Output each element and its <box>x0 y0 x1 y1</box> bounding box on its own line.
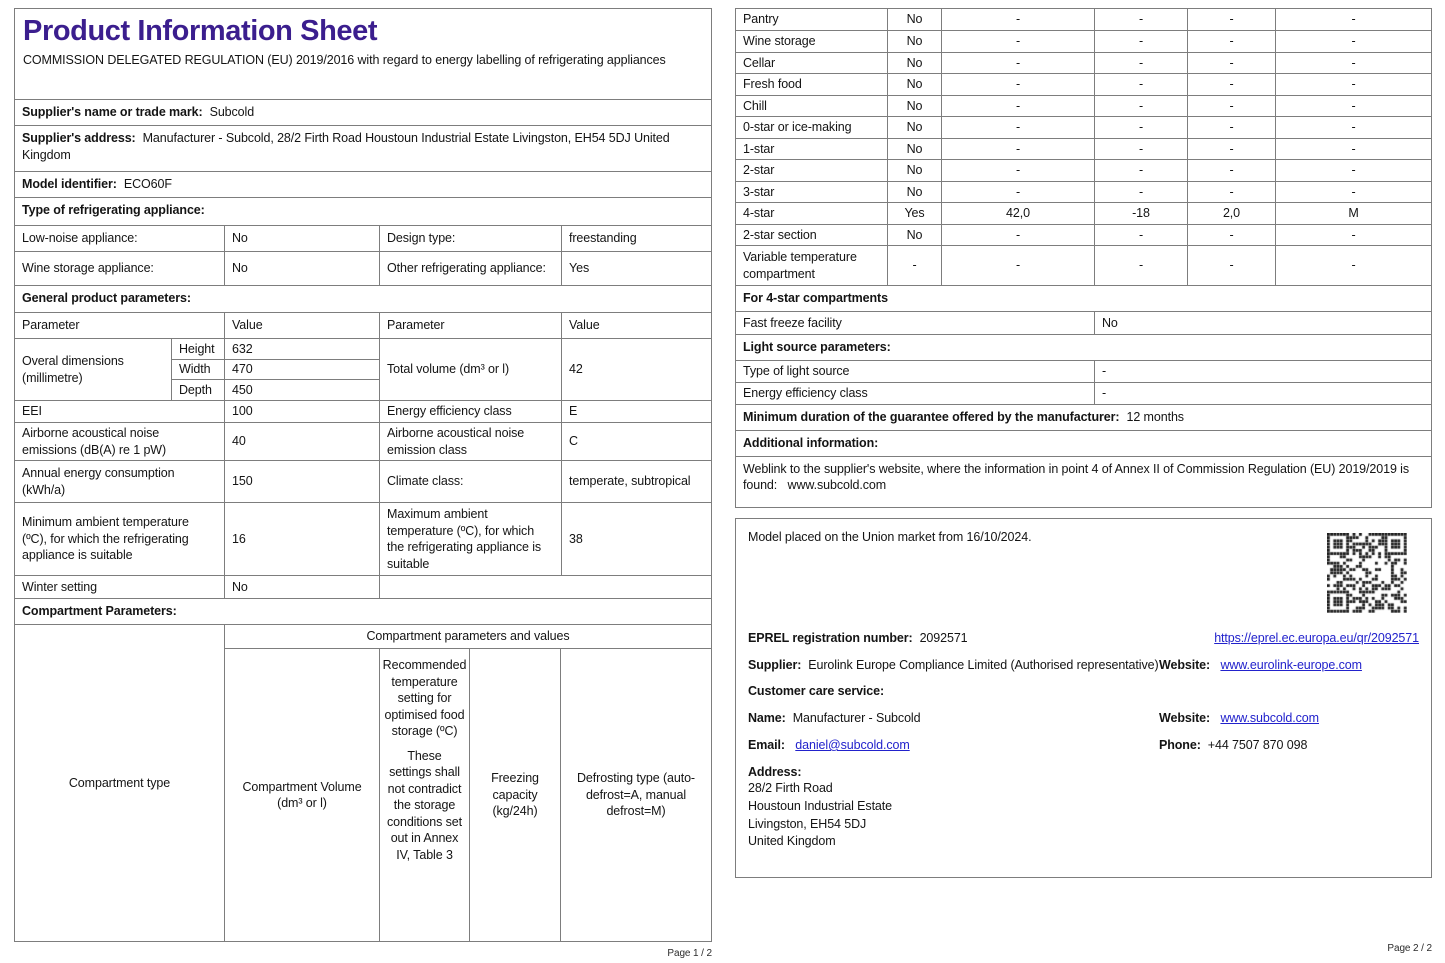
compartment-defrost: - <box>1275 96 1431 117</box>
compartment-section-header <box>15 598 711 624</box>
supplier-address-value: Manufacturer - Subcold, 28/2 Firth Road Houstoun Industrial Estate Livingston, EH54 5DJ United Kingdom <box>22 131 670 162</box>
supplier-name-label: Supplier's name or trade mark: <box>22 105 203 119</box>
fast-freeze-row <box>736 311 1431 334</box>
care-email <box>748 737 1159 754</box>
compartment-volume-header: Compartment Volume (dm³ or l) <box>242 779 362 810</box>
compartment-defrost: - <box>1275 225 1431 246</box>
compartment-present: No <box>887 117 941 138</box>
compartment-temp: - <box>1094 74 1187 95</box>
compartment-present: Yes <box>887 203 941 224</box>
guarantee-row <box>736 404 1431 430</box>
other-appliance-label-text: Other refrigerating appliance: <box>387 261 546 276</box>
compartment-volume: - <box>941 53 1094 74</box>
care-email-label: Email: <box>748 738 785 752</box>
energy-class-value: E <box>561 401 711 422</box>
compartment-row <box>736 95 1431 117</box>
energy-class-label: Energy efficiency class <box>379 401 561 422</box>
compartment-defrost: - <box>1275 182 1431 203</box>
compartment-freezing: - <box>1187 53 1275 74</box>
compartment-header-table <box>15 624 711 941</box>
page2-footer: Page 2 / 2 <box>1387 943 1432 954</box>
care-name-row <box>748 710 1419 727</box>
noise-label: Airborne acoustical noise emissions (dB(A) re 1 pW) <box>22 426 167 457</box>
design-type-value: freestanding <box>561 226 711 251</box>
compartment-defrost: - <box>1275 74 1431 95</box>
light-source-class-row <box>736 382 1431 404</box>
row-dimensions <box>15 338 711 400</box>
param-header-1: Parameter <box>22 318 80 333</box>
row-wine-storage <box>15 251 711 285</box>
supplier-value: Eurolink Europe Compliance Limited (Authorised representative) <box>808 657 1159 672</box>
compartment-volume: - <box>941 182 1094 203</box>
weblink-text: Weblink to the supplier's website, where the information in point 4 of Annex II of Commission Regulation (EU) 2019/2019 is found: <box>743 461 1410 492</box>
light-source-header-label: Light source parameters: <box>743 340 891 354</box>
compartment-name: 4-star <box>743 206 775 220</box>
compartment-freezing: - <box>1187 139 1275 160</box>
light-source-type-row <box>736 360 1431 382</box>
row-low-noise <box>15 225 711 251</box>
compartment-defrost: - <box>1275 246 1431 285</box>
compartment-volume: - <box>941 160 1094 181</box>
weblink-url: www.subcold.com <box>787 478 887 492</box>
compartment-volume: - <box>941 96 1094 117</box>
guarantee-label: Minimum duration of the guarantee offered by the manufacturer: <box>743 410 1120 424</box>
min-ambient-label: Minimum ambient temperature (ºC), for which the refrigerating appliance is suitable <box>22 515 189 563</box>
compartment-volume: - <box>941 246 1094 285</box>
total-volume-label: Total volume (dm³ or l) <box>379 339 561 400</box>
design-type-label: Design type: <box>379 226 561 251</box>
compartment-name: 1-star <box>743 141 775 156</box>
address-line: United Kingdom <box>748 834 836 849</box>
compartment-freezing: - <box>1187 31 1275 52</box>
address-line: Livingston, EH54 5DJ <box>748 816 867 831</box>
page-2-table <box>735 8 1432 508</box>
fast-freeze-value: No <box>1094 312 1431 334</box>
compartment-row <box>736 224 1431 246</box>
page-title: Product Information Sheet <box>23 15 378 47</box>
low-noise-value: No <box>224 226 379 251</box>
compartment-name: 3-star <box>743 184 775 199</box>
dimensions-label: Overal dimensions (millimetre) <box>22 354 124 385</box>
supplier-address-label: Supplier's address: <box>22 131 136 145</box>
supplier-website-label: Website: <box>1159 657 1211 672</box>
compartment-row <box>736 159 1431 181</box>
compartment-present: - <box>887 246 941 285</box>
compartment-defrost: - <box>1275 139 1431 160</box>
compartment-present: No <box>887 53 941 74</box>
compartment-params-area <box>224 625 711 941</box>
compartment-present: No <box>887 74 941 95</box>
supplier-info <box>748 657 1159 674</box>
noise-class-value: C <box>561 423 711 460</box>
compartment-columns <box>225 649 711 941</box>
compartment-name: Wine storage <box>743 34 816 48</box>
address-block <box>748 764 1419 852</box>
care-phone <box>1159 737 1307 754</box>
care-name-label: Name: <box>748 710 786 725</box>
compartment-name: Variable temperature compartment <box>743 250 857 281</box>
compartment-row <box>736 9 1431 30</box>
compartment-row <box>736 181 1431 203</box>
row-ambient-temp <box>15 502 711 575</box>
param-header-2: Parameter <box>379 313 561 338</box>
fast-freeze-label: Fast freeze facility <box>743 315 842 330</box>
four-star-header <box>736 285 1431 311</box>
supplier-address-row <box>15 125 711 171</box>
compartment-temp: - <box>1094 117 1187 138</box>
min-ambient-value: 16 <box>224 503 379 575</box>
model-identifier-value: ECO60F <box>123 177 172 191</box>
compartment-freezing: 2,0 <box>1187 203 1275 224</box>
qr-code <box>1327 533 1407 613</box>
compartment-row <box>736 138 1431 160</box>
dim-width-value: 470 <box>225 359 379 380</box>
freezing-capacity-header: Freezing capacity (kg/24h) <box>469 649 560 941</box>
compartment-volume: - <box>941 31 1094 52</box>
compartment-present: No <box>887 139 941 160</box>
additional-info-header-label: Additional information: <box>743 435 879 450</box>
max-ambient-label: Maximum ambient temperature (ºC), for which the refrigerating appliance is suitable <box>379 503 561 575</box>
compartment-temp: - <box>1094 139 1187 160</box>
winter-setting-empty <box>379 576 711 598</box>
compartment-defrost: - <box>1275 9 1431 30</box>
dim-height-value: 632 <box>232 341 253 356</box>
compartment-temp: - <box>1094 246 1187 285</box>
compartment-name: 0-star or ice-making <box>743 120 852 134</box>
compartment-volume: - <box>941 139 1094 160</box>
compartment-freezing: - <box>1187 9 1275 30</box>
compartment-temp: - <box>1094 96 1187 117</box>
eei-value: 100 <box>224 401 379 422</box>
compartment-present: No <box>887 96 941 117</box>
value-header-1: Value <box>224 313 379 338</box>
care-phone-label: Phone: <box>1159 738 1201 752</box>
total-volume-value: 42 <box>561 339 711 400</box>
general-section-header-label: General product parameters: <box>22 291 191 305</box>
compartment-row <box>736 73 1431 95</box>
compartment-temp: - <box>1094 160 1187 181</box>
compartment-name: Fresh food <box>743 77 802 91</box>
compartment-type-header: Compartment type <box>68 775 171 790</box>
eprel-link[interactable]: https://eprel.ec.europa.eu/qr/2092571 <box>1214 631 1419 645</box>
compartment-volume: - <box>941 9 1094 30</box>
row-eei <box>15 400 711 422</box>
supplier-row <box>748 657 1419 674</box>
energy-consumption-label: Annual energy consumption (kWh/a) <box>22 466 175 497</box>
compartment-defrost: - <box>1275 31 1431 52</box>
dim-depth-label: Depth <box>172 379 224 400</box>
supplier-name-value: Subcold <box>209 105 255 119</box>
page-1 <box>14 8 712 942</box>
light-source-type-value: - <box>1094 361 1431 382</box>
type-section-header-label: Type of refrigerating appliance: <box>22 203 205 217</box>
compartment-defrost: - <box>1275 160 1431 181</box>
other-appliance-label <box>379 252 561 285</box>
regulation-subtitle: COMMISSION DELEGATED REGULATION (EU) 2019/2016 with regard to energy labelling of refrigerating appliances <box>23 53 666 68</box>
compartment-volume: - <box>941 117 1094 138</box>
compartment-temp: -18 <box>1094 203 1187 224</box>
wine-storage-value: No <box>224 252 379 285</box>
compartment-present: No <box>887 182 941 203</box>
weblink-row <box>736 456 1431 507</box>
compartment-defrost: - <box>1275 117 1431 138</box>
guarantee-value: 12 months <box>1126 410 1184 424</box>
care-email-link[interactable]: daniel@subcold.com <box>795 738 910 752</box>
compartment-present: No <box>887 31 941 52</box>
care-phone-value: +44 7507 870 098 <box>1207 738 1308 752</box>
compartment-freezing: - <box>1187 74 1275 95</box>
compartment-present: No <box>887 160 941 181</box>
other-appliance-value: Yes <box>561 252 711 285</box>
general-section-header <box>15 285 711 312</box>
care-website <box>1159 710 1319 727</box>
eprel-value: 2092571 <box>919 631 968 645</box>
wine-storage-label: Wine storage appliance: <box>22 261 154 276</box>
light-source-type-label: Type of light source <box>743 364 850 379</box>
eprel-number <box>748 630 968 647</box>
light-source-class-label: Energy efficiency class <box>743 386 868 401</box>
supplier-label: Supplier: <box>748 657 802 672</box>
noise-value: 40 <box>224 423 379 460</box>
noise-class-label: Airborne acoustical noise emission class <box>379 423 561 460</box>
address-line: Houstoun Industrial Estate <box>748 798 893 813</box>
recommended-temp-header-part2: These settings shall not contradict the storage conditions set out in Annex IV, Table 3 <box>386 748 463 862</box>
eprel-label: EPREL registration number: <box>748 631 913 645</box>
light-source-header <box>736 334 1431 360</box>
eei-label: EEI <box>22 404 42 419</box>
compartment-temp: - <box>1094 9 1187 30</box>
placed-on-market-text: Model placed on the Union market from 16/10/2024. <box>748 530 1032 544</box>
customer-care-header <box>748 683 1419 700</box>
compartment-present: No <box>887 9 941 30</box>
compartment-volume: 42,0 <box>941 203 1094 224</box>
type-section-header <box>15 197 711 225</box>
compartment-defrost: - <box>1275 53 1431 74</box>
winter-setting-label: Winter setting <box>22 579 98 594</box>
compartment-span-header: Compartment parameters and values <box>225 625 711 649</box>
eprel-row <box>748 630 1419 647</box>
param-header-row <box>15 312 711 338</box>
compartment-freezing: - <box>1187 117 1275 138</box>
four-star-header-label: For 4-star compartments <box>743 291 888 305</box>
compartment-row-4star <box>736 202 1431 224</box>
care-website-link[interactable]: www.subcold.com <box>1220 710 1319 725</box>
compartment-volume: - <box>941 225 1094 246</box>
compartment-section-header-label: Compartment Parameters: <box>22 604 177 618</box>
placed-on-market-row <box>748 527 1419 622</box>
compartment-name: Pantry <box>743 12 779 27</box>
row-energy <box>15 460 711 502</box>
dim-depth-value: 450 <box>225 379 379 400</box>
care-name <box>748 710 1159 727</box>
compartment-row <box>736 30 1431 52</box>
page1-footer: Page 1 / 2 <box>667 948 712 959</box>
compartment-row-variable-temp <box>736 245 1431 285</box>
dim-width-label: Width <box>172 359 224 380</box>
compartment-name: 2-star section <box>743 227 817 242</box>
market-info-box <box>735 518 1432 878</box>
light-source-class-value: - <box>1094 383 1431 404</box>
recommended-temp-header-part1: Recommended temperature setting for optimised food storage (ºC) <box>382 658 467 738</box>
compartment-freezing: - <box>1187 160 1275 181</box>
compartment-volume: - <box>941 74 1094 95</box>
customer-care-label: Customer care service: <box>748 684 885 698</box>
compartment-present: No <box>887 225 941 246</box>
winter-setting-value: No <box>224 576 379 598</box>
compartment-name: Cellar <box>743 55 776 70</box>
max-ambient-value: 38 <box>561 503 711 575</box>
compartment-freezing: - <box>1187 96 1275 117</box>
compartment-freezing: - <box>1187 225 1275 246</box>
dimensions-subvalues <box>224 339 379 400</box>
email-phone-row <box>748 737 1419 754</box>
model-identifier-label: Model identifier: <box>22 177 117 191</box>
row-winter-setting <box>15 575 711 598</box>
row-noise <box>15 422 711 460</box>
compartment-name: 2-star <box>743 163 775 177</box>
compartment-temp: - <box>1094 225 1187 246</box>
compartment-name: Chill <box>743 98 767 113</box>
model-identifier-row <box>15 171 711 197</box>
supplier-website <box>1159 657 1362 674</box>
compartment-freezing: - <box>1187 246 1275 285</box>
dimensions-subnames <box>171 339 224 400</box>
care-name-value: Manufacturer - Subcold <box>792 710 921 725</box>
care-website-label: Website: <box>1159 710 1211 725</box>
climate-class-label: Climate class: <box>379 461 561 502</box>
defrosting-type-header: Defrosting type (auto-defrost=A, manual defrost=M) <box>560 649 711 941</box>
value-header-2: Value <box>561 313 711 338</box>
header-block <box>15 9 711 99</box>
address-line: 28/2 Firth Road <box>748 781 833 795</box>
low-noise-label: Low-noise appliance: <box>22 231 138 246</box>
compartment-temp: - <box>1094 31 1187 52</box>
dim-height-label: Height <box>179 341 215 356</box>
address-label: Address: <box>748 764 802 779</box>
additional-info-header <box>736 430 1431 456</box>
climate-class-value: temperate, subtropical <box>561 461 711 502</box>
compartment-temp: - <box>1094 53 1187 74</box>
compartment-row <box>736 52 1431 74</box>
compartment-temp: - <box>1094 182 1187 203</box>
compartment-row <box>736 116 1431 138</box>
recommended-temp-header <box>379 649 469 941</box>
energy-consumption-value: 150 <box>224 461 379 502</box>
compartment-freezing: - <box>1187 182 1275 203</box>
supplier-name-row <box>15 99 711 125</box>
compartment-defrost: M <box>1275 203 1431 224</box>
supplier-website-link[interactable]: www.eurolink-europe.com <box>1220 657 1362 672</box>
